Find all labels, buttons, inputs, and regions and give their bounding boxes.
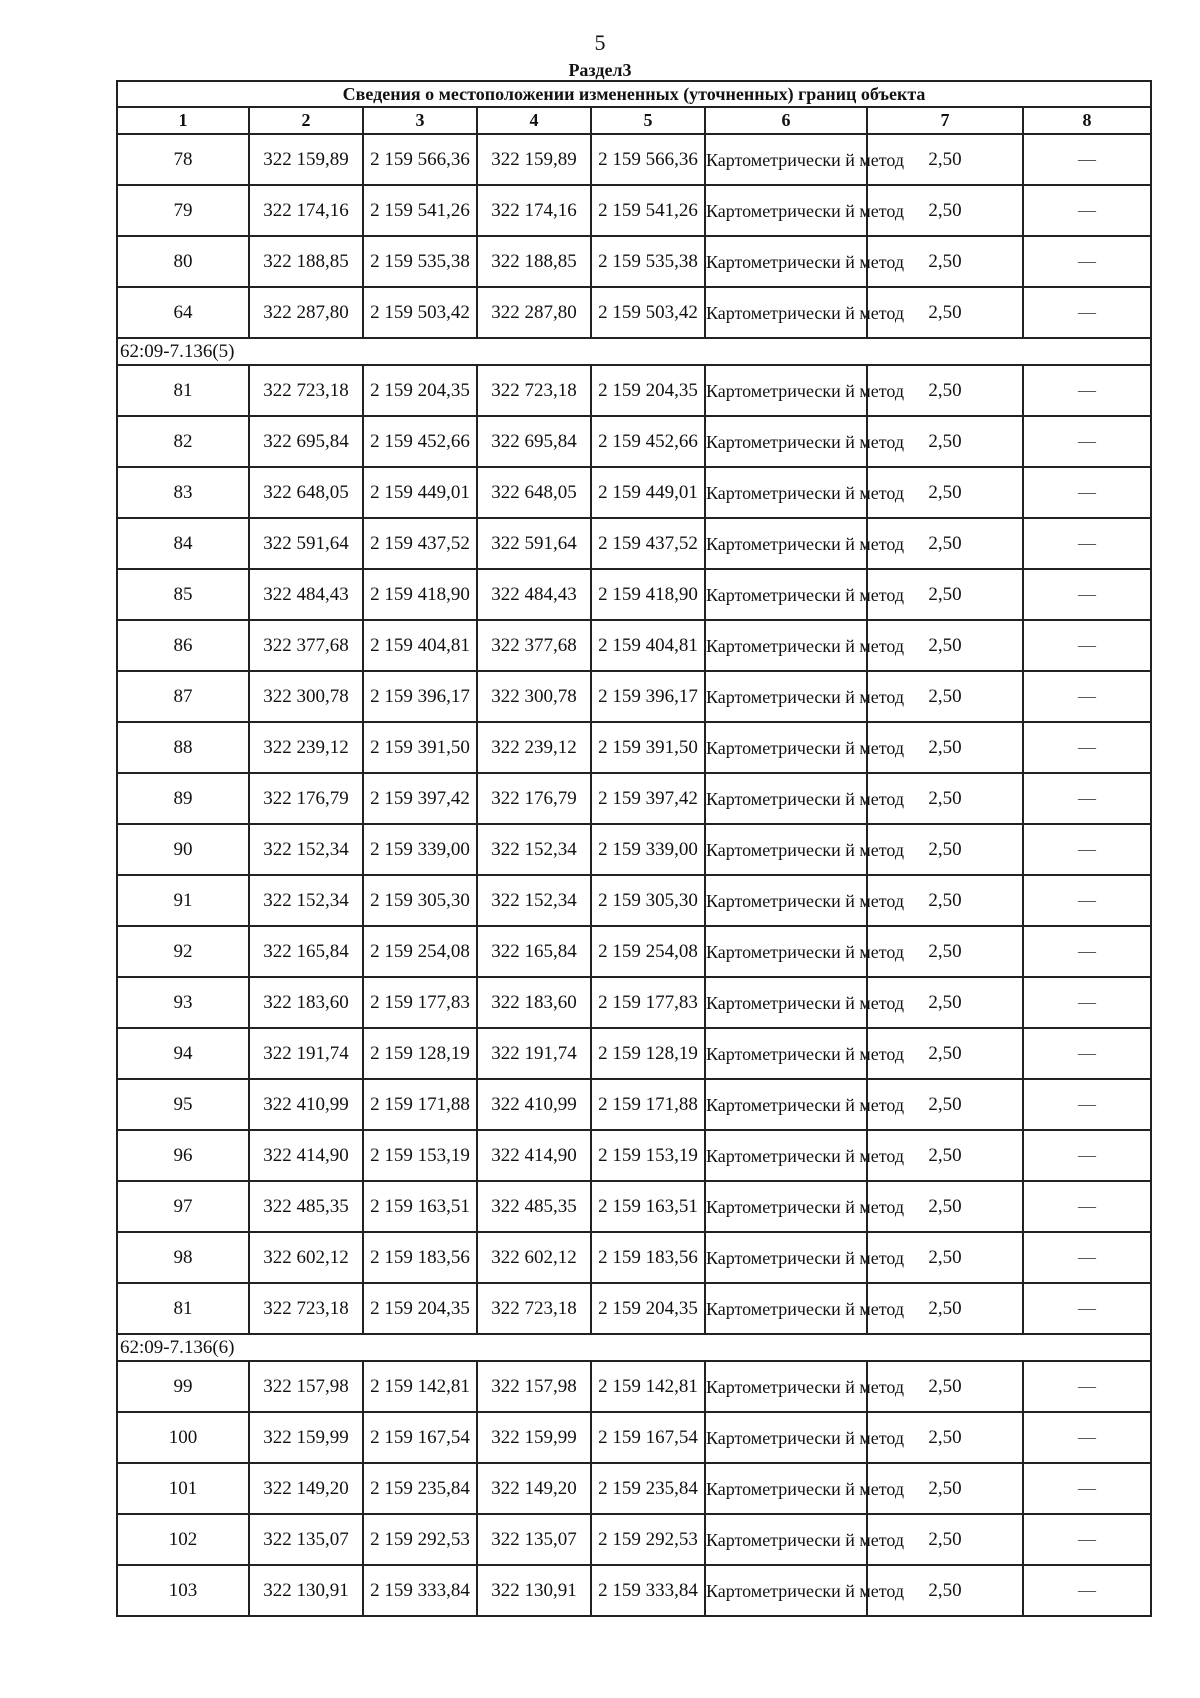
column-header: 7 bbox=[867, 107, 1023, 134]
description-cell: — bbox=[1023, 722, 1151, 773]
column-header: 1 bbox=[117, 107, 249, 134]
accuracy-cell: 2,50 bbox=[867, 569, 1023, 620]
x-new-cell: 322 602,12 bbox=[477, 1232, 591, 1283]
x-new-cell: 322 130,91 bbox=[477, 1565, 591, 1616]
x-new-cell: 322 165,84 bbox=[477, 926, 591, 977]
x-existing-cell: 322 287,80 bbox=[249, 287, 363, 338]
table-row bbox=[117, 671, 1151, 722]
group-label: 62:09-7.136(5) bbox=[117, 338, 1151, 365]
column-header: 3 bbox=[363, 107, 477, 134]
y-new-cell: 2 159 396,17 bbox=[591, 671, 705, 722]
x-existing-cell: 322 485,35 bbox=[249, 1181, 363, 1232]
description-cell: — bbox=[1023, 671, 1151, 722]
column-header: 4 bbox=[477, 107, 591, 134]
accuracy-cell: 2,50 bbox=[867, 1130, 1023, 1181]
table-row bbox=[117, 824, 1151, 875]
accuracy-cell: 2,50 bbox=[867, 467, 1023, 518]
y-existing-cell: 2 159 391,50 bbox=[363, 722, 477, 773]
accuracy-cell: 2,50 bbox=[867, 185, 1023, 236]
point-number-cell: 98 bbox=[117, 1232, 249, 1283]
table-row bbox=[117, 185, 1151, 236]
x-existing-cell: 322 591,64 bbox=[249, 518, 363, 569]
x-existing-cell: 322 695,84 bbox=[249, 416, 363, 467]
y-existing-cell: 2 159 397,42 bbox=[363, 773, 477, 824]
table-row bbox=[117, 1361, 1151, 1412]
x-new-cell: 322 152,34 bbox=[477, 875, 591, 926]
accuracy-cell: 2,50 bbox=[867, 1565, 1023, 1616]
y-existing-cell: 2 159 167,54 bbox=[363, 1412, 477, 1463]
table-row bbox=[117, 722, 1151, 773]
point-number-cell: 90 bbox=[117, 824, 249, 875]
coordinates-table bbox=[116, 80, 1152, 1617]
method-cell: Картометрически й метод bbox=[705, 518, 867, 569]
y-existing-cell: 2 159 452,66 bbox=[363, 416, 477, 467]
y-existing-cell: 2 159 305,30 bbox=[363, 875, 477, 926]
accuracy-cell: 2,50 bbox=[867, 1283, 1023, 1334]
x-existing-cell: 322 165,84 bbox=[249, 926, 363, 977]
point-number-cell: 82 bbox=[117, 416, 249, 467]
description-cell: — bbox=[1023, 467, 1151, 518]
group-row bbox=[117, 1334, 1151, 1361]
table-row bbox=[117, 1463, 1151, 1514]
y-new-cell: 2 159 171,88 bbox=[591, 1079, 705, 1130]
description-cell: — bbox=[1023, 1028, 1151, 1079]
point-number-cell: 83 bbox=[117, 467, 249, 518]
table-row bbox=[117, 569, 1151, 620]
point-number-cell: 95 bbox=[117, 1079, 249, 1130]
table-row bbox=[117, 518, 1151, 569]
x-new-cell: 322 484,43 bbox=[477, 569, 591, 620]
y-new-cell: 2 159 397,42 bbox=[591, 773, 705, 824]
y-new-cell: 2 159 128,19 bbox=[591, 1028, 705, 1079]
method-cell: Картометрически й метод bbox=[705, 467, 867, 518]
method-cell: Картометрически й метод bbox=[705, 1412, 867, 1463]
accuracy-cell: 2,50 bbox=[867, 671, 1023, 722]
x-existing-cell: 322 188,85 bbox=[249, 236, 363, 287]
accuracy-cell: 2,50 bbox=[867, 134, 1023, 185]
table-row bbox=[117, 1181, 1151, 1232]
description-cell: — bbox=[1023, 236, 1151, 287]
table-row bbox=[117, 287, 1151, 338]
description-cell: — bbox=[1023, 134, 1151, 185]
y-new-cell: 2 159 142,81 bbox=[591, 1361, 705, 1412]
y-existing-cell: 2 159 535,38 bbox=[363, 236, 477, 287]
table-row bbox=[117, 773, 1151, 824]
accuracy-cell: 2,50 bbox=[867, 1514, 1023, 1565]
method-cell: Картометрически й метод bbox=[705, 185, 867, 236]
table-body bbox=[117, 134, 1151, 1616]
y-new-cell: 2 159 167,54 bbox=[591, 1412, 705, 1463]
table-row bbox=[117, 1565, 1151, 1616]
method-cell: Картометрически й метод bbox=[705, 134, 867, 185]
accuracy-cell: 2,50 bbox=[867, 236, 1023, 287]
method-cell: Картометрически й метод bbox=[705, 671, 867, 722]
x-new-cell: 322 723,18 bbox=[477, 1283, 591, 1334]
point-number-cell: 81 bbox=[117, 365, 249, 416]
x-new-cell: 322 176,79 bbox=[477, 773, 591, 824]
x-existing-cell: 322 159,89 bbox=[249, 134, 363, 185]
y-existing-cell: 2 159 503,42 bbox=[363, 287, 477, 338]
point-number-cell: 102 bbox=[117, 1514, 249, 1565]
x-existing-cell: 322 723,18 bbox=[249, 1283, 363, 1334]
table-row bbox=[117, 1412, 1151, 1463]
x-existing-cell: 322 174,16 bbox=[249, 185, 363, 236]
x-new-cell: 322 152,34 bbox=[477, 824, 591, 875]
x-new-cell: 322 159,89 bbox=[477, 134, 591, 185]
description-cell: — bbox=[1023, 416, 1151, 467]
method-cell: Картометрически й метод bbox=[705, 236, 867, 287]
table-row bbox=[117, 236, 1151, 287]
y-existing-cell: 2 159 204,35 bbox=[363, 1283, 477, 1334]
point-number-cell: 84 bbox=[117, 518, 249, 569]
x-existing-cell: 322 239,12 bbox=[249, 722, 363, 773]
description-cell: — bbox=[1023, 875, 1151, 926]
y-new-cell: 2 159 391,50 bbox=[591, 722, 705, 773]
table-row bbox=[117, 1514, 1151, 1565]
y-existing-cell: 2 159 292,53 bbox=[363, 1514, 477, 1565]
y-new-cell: 2 159 163,51 bbox=[591, 1181, 705, 1232]
table-row bbox=[117, 1130, 1151, 1181]
y-new-cell: 2 159 333,84 bbox=[591, 1565, 705, 1616]
description-cell: — bbox=[1023, 365, 1151, 416]
x-existing-cell: 322 191,74 bbox=[249, 1028, 363, 1079]
y-new-cell: 2 159 254,08 bbox=[591, 926, 705, 977]
y-new-cell: 2 159 204,35 bbox=[591, 1283, 705, 1334]
y-existing-cell: 2 159 418,90 bbox=[363, 569, 477, 620]
method-cell: Картометрически й метод bbox=[705, 977, 867, 1028]
x-new-cell: 322 149,20 bbox=[477, 1463, 591, 1514]
point-number-cell: 79 bbox=[117, 185, 249, 236]
table-row bbox=[117, 134, 1151, 185]
x-existing-cell: 322 410,99 bbox=[249, 1079, 363, 1130]
y-new-cell: 2 159 437,52 bbox=[591, 518, 705, 569]
x-new-cell: 322 174,16 bbox=[477, 185, 591, 236]
method-cell: Картометрически й метод bbox=[705, 1283, 867, 1334]
accuracy-cell: 2,50 bbox=[867, 926, 1023, 977]
accuracy-cell: 2,50 bbox=[867, 1412, 1023, 1463]
x-existing-cell: 322 602,12 bbox=[249, 1232, 363, 1283]
accuracy-cell: 2,50 bbox=[867, 1463, 1023, 1514]
x-existing-cell: 322 377,68 bbox=[249, 620, 363, 671]
y-new-cell: 2 159 449,01 bbox=[591, 467, 705, 518]
x-existing-cell: 322 484,43 bbox=[249, 569, 363, 620]
column-header: 8 bbox=[1023, 107, 1151, 134]
description-cell: — bbox=[1023, 1283, 1151, 1334]
y-existing-cell: 2 159 163,51 bbox=[363, 1181, 477, 1232]
y-existing-cell: 2 159 177,83 bbox=[363, 977, 477, 1028]
description-cell: — bbox=[1023, 977, 1151, 1028]
x-new-cell: 322 485,35 bbox=[477, 1181, 591, 1232]
table-row bbox=[117, 620, 1151, 671]
column-header-row bbox=[117, 107, 1151, 134]
point-number-cell: 99 bbox=[117, 1361, 249, 1412]
y-new-cell: 2 159 566,36 bbox=[591, 134, 705, 185]
x-existing-cell: 322 152,34 bbox=[249, 824, 363, 875]
method-cell: Картометрически й метод bbox=[705, 1463, 867, 1514]
accuracy-cell: 2,50 bbox=[867, 365, 1023, 416]
accuracy-cell: 2,50 bbox=[867, 620, 1023, 671]
description-cell: — bbox=[1023, 1463, 1151, 1514]
group-row bbox=[117, 338, 1151, 365]
method-cell: Картометрически й метод bbox=[705, 1565, 867, 1616]
method-cell: Картометрически й метод bbox=[705, 773, 867, 824]
accuracy-cell: 2,50 bbox=[867, 1361, 1023, 1412]
accuracy-cell: 2,50 bbox=[867, 518, 1023, 569]
point-number-cell: 92 bbox=[117, 926, 249, 977]
y-existing-cell: 2 159 541,26 bbox=[363, 185, 477, 236]
description-cell: — bbox=[1023, 518, 1151, 569]
method-cell: Картометрически й метод bbox=[705, 824, 867, 875]
group-label: 62:09-7.136(6) bbox=[117, 1334, 1151, 1361]
table-row bbox=[117, 1283, 1151, 1334]
y-new-cell: 2 159 541,26 bbox=[591, 185, 705, 236]
description-cell: — bbox=[1023, 1079, 1151, 1130]
method-cell: Картометрически й метод bbox=[705, 1514, 867, 1565]
y-new-cell: 2 159 503,42 bbox=[591, 287, 705, 338]
description-cell: — bbox=[1023, 1361, 1151, 1412]
x-existing-cell: 322 176,79 bbox=[249, 773, 363, 824]
method-cell: Картометрически й метод bbox=[705, 1181, 867, 1232]
y-new-cell: 2 159 292,53 bbox=[591, 1514, 705, 1565]
x-new-cell: 322 159,99 bbox=[477, 1412, 591, 1463]
y-new-cell: 2 159 535,38 bbox=[591, 236, 705, 287]
description-cell: — bbox=[1023, 287, 1151, 338]
table-row bbox=[117, 1028, 1151, 1079]
point-number-cell: 101 bbox=[117, 1463, 249, 1514]
method-cell: Картометрически й метод bbox=[705, 1232, 867, 1283]
x-new-cell: 322 648,05 bbox=[477, 467, 591, 518]
y-new-cell: 2 159 183,56 bbox=[591, 1232, 705, 1283]
y-existing-cell: 2 159 437,52 bbox=[363, 518, 477, 569]
accuracy-cell: 2,50 bbox=[867, 977, 1023, 1028]
accuracy-cell: 2,50 bbox=[867, 1079, 1023, 1130]
x-existing-cell: 322 135,07 bbox=[249, 1514, 363, 1565]
x-new-cell: 322 695,84 bbox=[477, 416, 591, 467]
table-caption: Сведения о местоположении измененных (уточненных) границ объекта bbox=[117, 81, 1151, 107]
x-new-cell: 322 183,60 bbox=[477, 977, 591, 1028]
x-new-cell: 322 157,98 bbox=[477, 1361, 591, 1412]
description-cell: — bbox=[1023, 773, 1151, 824]
description-cell: — bbox=[1023, 1412, 1151, 1463]
accuracy-cell: 2,50 bbox=[867, 773, 1023, 824]
method-cell: Картометрически й метод bbox=[705, 926, 867, 977]
x-existing-cell: 322 130,91 bbox=[249, 1565, 363, 1616]
accuracy-cell: 2,50 bbox=[867, 1232, 1023, 1283]
table-row bbox=[117, 1079, 1151, 1130]
point-number-cell: 97 bbox=[117, 1181, 249, 1232]
point-number-cell: 87 bbox=[117, 671, 249, 722]
y-new-cell: 2 159 418,90 bbox=[591, 569, 705, 620]
description-cell: — bbox=[1023, 926, 1151, 977]
y-new-cell: 2 159 204,35 bbox=[591, 365, 705, 416]
point-number-cell: 93 bbox=[117, 977, 249, 1028]
x-existing-cell: 322 414,90 bbox=[249, 1130, 363, 1181]
method-cell: Картометрически й метод bbox=[705, 1361, 867, 1412]
y-existing-cell: 2 159 339,00 bbox=[363, 824, 477, 875]
y-existing-cell: 2 159 404,81 bbox=[363, 620, 477, 671]
y-existing-cell: 2 159 153,19 bbox=[363, 1130, 477, 1181]
method-cell: Картометрически й метод bbox=[705, 1130, 867, 1181]
y-existing-cell: 2 159 204,35 bbox=[363, 365, 477, 416]
x-existing-cell: 322 183,60 bbox=[249, 977, 363, 1028]
point-number-cell: 103 bbox=[117, 1565, 249, 1616]
method-cell: Картометрически й метод bbox=[705, 1079, 867, 1130]
method-cell: Картометрически й метод bbox=[705, 620, 867, 671]
accuracy-cell: 2,50 bbox=[867, 1181, 1023, 1232]
y-new-cell: 2 159 177,83 bbox=[591, 977, 705, 1028]
description-cell: — bbox=[1023, 1565, 1151, 1616]
y-existing-cell: 2 159 396,17 bbox=[363, 671, 477, 722]
x-new-cell: 322 410,99 bbox=[477, 1079, 591, 1130]
table-row bbox=[117, 416, 1151, 467]
x-existing-cell: 322 152,34 bbox=[249, 875, 363, 926]
accuracy-cell: 2,50 bbox=[867, 722, 1023, 773]
point-number-cell: 86 bbox=[117, 620, 249, 671]
description-cell: — bbox=[1023, 1514, 1151, 1565]
accuracy-cell: 2,50 bbox=[867, 287, 1023, 338]
method-cell: Картометрически й метод bbox=[705, 722, 867, 773]
y-new-cell: 2 159 153,19 bbox=[591, 1130, 705, 1181]
point-number-cell: 88 bbox=[117, 722, 249, 773]
x-new-cell: 322 191,74 bbox=[477, 1028, 591, 1079]
method-cell: Картометрически й метод bbox=[705, 287, 867, 338]
y-existing-cell: 2 159 254,08 bbox=[363, 926, 477, 977]
column-header: 2 bbox=[249, 107, 363, 134]
x-existing-cell: 322 723,18 bbox=[249, 365, 363, 416]
table-row bbox=[117, 977, 1151, 1028]
y-new-cell: 2 159 235,84 bbox=[591, 1463, 705, 1514]
description-cell: — bbox=[1023, 620, 1151, 671]
description-cell: — bbox=[1023, 1181, 1151, 1232]
accuracy-cell: 2,50 bbox=[867, 824, 1023, 875]
y-existing-cell: 2 159 333,84 bbox=[363, 1565, 477, 1616]
y-existing-cell: 2 159 142,81 bbox=[363, 1361, 477, 1412]
point-number-cell: 78 bbox=[117, 134, 249, 185]
x-new-cell: 322 239,12 bbox=[477, 722, 591, 773]
table-row bbox=[117, 875, 1151, 926]
x-existing-cell: 322 648,05 bbox=[249, 467, 363, 518]
x-new-cell: 322 135,07 bbox=[477, 1514, 591, 1565]
x-new-cell: 322 287,80 bbox=[477, 287, 591, 338]
accuracy-cell: 2,50 bbox=[867, 416, 1023, 467]
method-cell: Картометрически й метод bbox=[705, 365, 867, 416]
point-number-cell: 80 bbox=[117, 236, 249, 287]
y-existing-cell: 2 159 183,56 bbox=[363, 1232, 477, 1283]
x-existing-cell: 322 157,98 bbox=[249, 1361, 363, 1412]
x-new-cell: 322 591,64 bbox=[477, 518, 591, 569]
description-cell: — bbox=[1023, 569, 1151, 620]
point-number-cell: 81 bbox=[117, 1283, 249, 1334]
table-row bbox=[117, 1232, 1151, 1283]
x-new-cell: 322 300,78 bbox=[477, 671, 591, 722]
x-existing-cell: 322 149,20 bbox=[249, 1463, 363, 1514]
x-new-cell: 322 377,68 bbox=[477, 620, 591, 671]
point-number-cell: 96 bbox=[117, 1130, 249, 1181]
page-number: 5 bbox=[594, 30, 606, 55]
point-number-cell: 91 bbox=[117, 875, 249, 926]
y-existing-cell: 2 159 449,01 bbox=[363, 467, 477, 518]
description-cell: — bbox=[1023, 1130, 1151, 1181]
point-number-cell: 64 bbox=[117, 287, 249, 338]
table-row bbox=[117, 926, 1151, 977]
column-header: 5 bbox=[591, 107, 705, 134]
x-existing-cell: 322 159,99 bbox=[249, 1412, 363, 1463]
x-existing-cell: 322 300,78 bbox=[249, 671, 363, 722]
accuracy-cell: 2,50 bbox=[867, 1028, 1023, 1079]
y-existing-cell: 2 159 566,36 bbox=[363, 134, 477, 185]
method-cell: Картометрически й метод bbox=[705, 875, 867, 926]
point-number-cell: 89 bbox=[117, 773, 249, 824]
method-cell: Картометрически й метод bbox=[705, 569, 867, 620]
method-cell: Картометрически й метод bbox=[705, 416, 867, 467]
description-cell: — bbox=[1023, 185, 1151, 236]
y-new-cell: 2 159 452,66 bbox=[591, 416, 705, 467]
point-number-cell: 94 bbox=[117, 1028, 249, 1079]
point-number-cell: 100 bbox=[117, 1412, 249, 1463]
y-new-cell: 2 159 404,81 bbox=[591, 620, 705, 671]
x-new-cell: 322 414,90 bbox=[477, 1130, 591, 1181]
section-title: Раздел3 bbox=[568, 60, 632, 80]
x-new-cell: 322 188,85 bbox=[477, 236, 591, 287]
description-cell: — bbox=[1023, 824, 1151, 875]
method-cell: Картометрически й метод bbox=[705, 1028, 867, 1079]
table-row bbox=[117, 365, 1151, 416]
column-header: 6 bbox=[705, 107, 867, 134]
point-number-cell: 85 bbox=[117, 569, 249, 620]
y-existing-cell: 2 159 128,19 bbox=[363, 1028, 477, 1079]
description-cell: — bbox=[1023, 1232, 1151, 1283]
y-existing-cell: 2 159 171,88 bbox=[363, 1079, 477, 1130]
table-row bbox=[117, 467, 1151, 518]
y-new-cell: 2 159 339,00 bbox=[591, 824, 705, 875]
x-new-cell: 322 723,18 bbox=[477, 365, 591, 416]
accuracy-cell: 2,50 bbox=[867, 875, 1023, 926]
y-new-cell: 2 159 305,30 bbox=[591, 875, 705, 926]
y-existing-cell: 2 159 235,84 bbox=[363, 1463, 477, 1514]
